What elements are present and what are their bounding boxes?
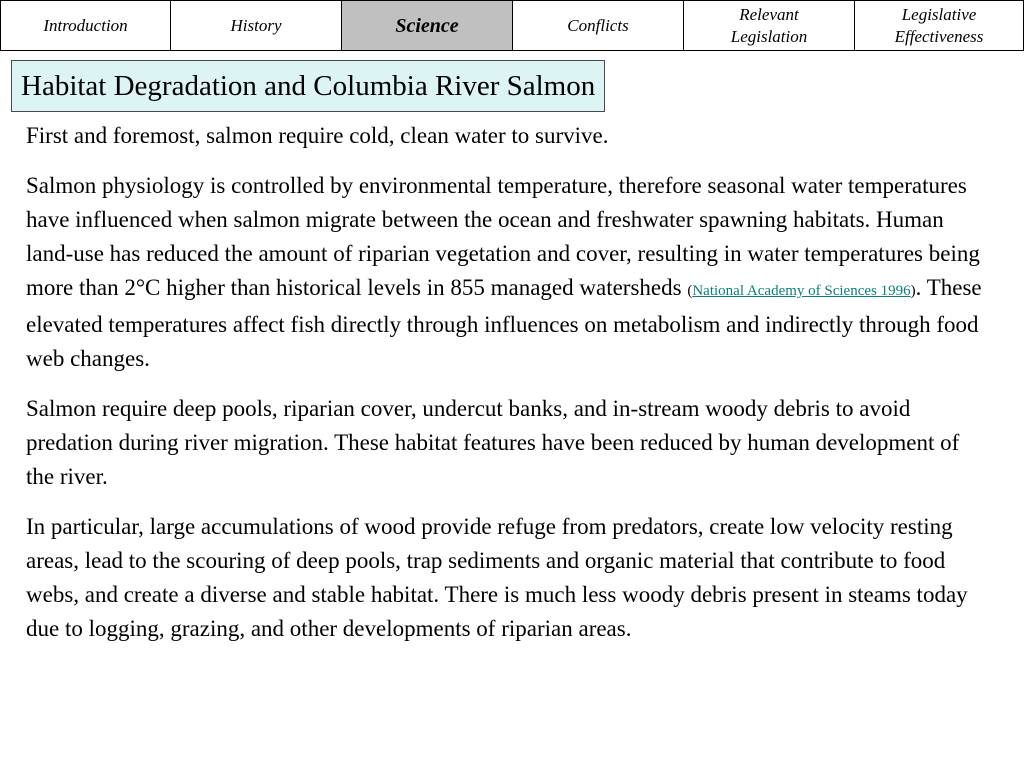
- tab-science[interactable]: [342, 0, 513, 51]
- paragraph-cold-clean-water: First and foremost, salmon require cold, clean water to survive.: [26, 123, 609, 148]
- tab-relevant-legislation-line2: Legislation: [730, 26, 808, 46]
- tab-science-label: Science: [395, 14, 459, 37]
- tab-history[interactable]: [171, 0, 342, 51]
- tab-legislative-effectiveness-line2: Effectiveness: [894, 26, 984, 46]
- tab-introduction-label: Introduction: [43, 15, 128, 35]
- paragraph-temperature: [26, 169, 992, 376]
- tab-conflicts-label: Conflicts: [567, 15, 629, 35]
- tab-relevant-legislation-line1: Relevant: [739, 4, 799, 24]
- paragraph-woody-debris: In particular, large accumulations of wood provide refuge from predators, create low velocity resting areas, lead to the scouring of deep pools, trap sediments and organic material that contribute to food webs, and create a diverse and stable habitat. There is much less woody debris present in steams today due to logging, grazing, and other developments of riparian areas.: [26, 514, 968, 641]
- page-title: Habitat Degradation and Columbia River Salmon: [21, 69, 596, 102]
- top-navigation: [0, 0, 1024, 51]
- tab-legislative-effectiveness[interactable]: [855, 0, 1024, 51]
- tab-introduction[interactable]: [0, 0, 171, 51]
- citation-open-paren: (: [687, 283, 693, 299]
- paragraph-predation-habitat: Salmon require deep pools, riparian cover, undercut banks, and in-stream woody debris to avoid predation during river migration. These habitat features have been reduced by human development of the river.: [26, 396, 960, 489]
- tab-legislative-effectiveness-line1: Legislative: [901, 4, 977, 24]
- tab-relevant-legislation[interactable]: [684, 0, 855, 51]
- citation-close-paren: ): [910, 283, 916, 299]
- paragraph-temperature-text-before: Salmon physiology is controlled by environmental temperature, therefore seasonal water temperatures have influenced when salmon migrate between the ocean and freshwater spawning habitats. Human land-use has reduced the amount of riparian vegetation and cover, resulting in water temperatures being more than 2°C higher than historical levels in 855 managed watersheds: [26, 173, 980, 300]
- citation-link-nas-1996[interactable]: National Academy of Sciences 1996: [692, 283, 911, 299]
- tab-conflicts[interactable]: [513, 0, 684, 51]
- page-title-box: [11, 60, 605, 112]
- main-content: [26, 119, 992, 662]
- tab-relevant-legislation-label: [731, 4, 808, 48]
- tab-history-label: History: [230, 15, 282, 35]
- paragraph-temperature-text-after: . These elevated temperatures affect fish directly through influences on metabolism and indirectly through food web changes.: [26, 275, 982, 371]
- tab-legislative-effectiveness-label: [895, 4, 984, 48]
